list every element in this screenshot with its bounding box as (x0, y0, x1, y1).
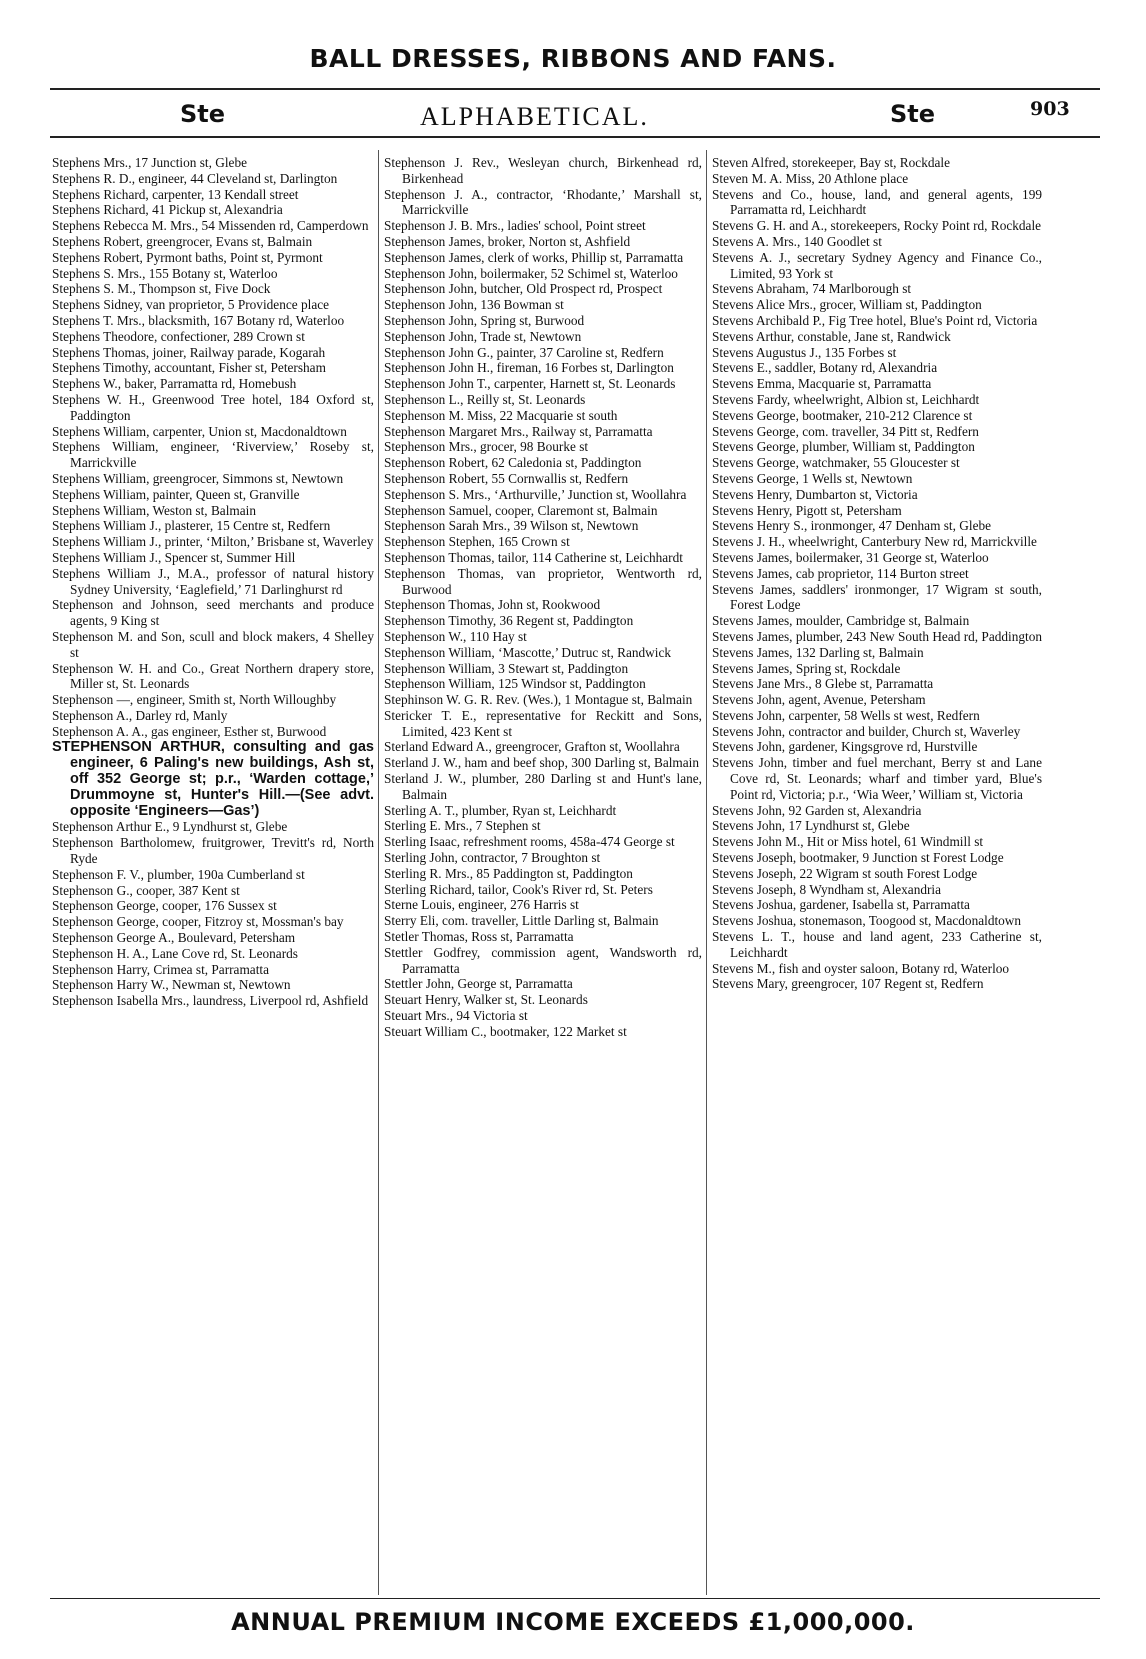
directory-entry: Stephens Robert, Pyrmont baths, Point st, Pyrmont (52, 249, 323, 265)
directory-entry: Stevens A. Mrs., 140 Goodlet st (712, 233, 882, 249)
directory-entry: Stephenson George, cooper, 176 Sussex st (52, 898, 277, 914)
directory-entry: Stephenson Thomas, tailor, 114 Catherine st, Leichhardt (384, 549, 683, 565)
directory-entry: Stephenson James, broker, Norton st, Ashfield (384, 233, 631, 249)
directory-entry: Stevens Henry S., ironmonger, 47 Denham st, Glebe (712, 518, 992, 534)
directory-entry: Stephenson Thomas, John st, Rookwood (384, 597, 601, 613)
directory-entry: Stephenson W., 110 Hay st (384, 628, 527, 644)
footer-rule (50, 1598, 1100, 1599)
directory-entry: Steuart Henry, Walker st, St. Leonards (384, 992, 588, 1008)
directory-entry: Stevens George, 1 Wells st, Newtown (712, 470, 913, 486)
directory-entry: Stevens George, com. traveller, 34 Pitt st, Redfern (712, 423, 979, 439)
directory-entry: Stevens Abraham, 74 Marlborough st (712, 281, 912, 297)
directory-entry: Stephenson L., Reilly st, St. Leonards (384, 391, 586, 407)
directory-entry: Stephenson Mrs., grocer, 98 Bourke st (384, 439, 589, 455)
directory-entry: Stephens William, Weston st, Balmain (52, 502, 256, 518)
directory-entry: Stevens John, contractor and builder, Church st, Waverley (712, 723, 1021, 739)
directory-entry: Stephens Thomas, joiner, Railway parade, Kogarah (52, 344, 326, 360)
directory-entry: Stephens William J., Spencer st, Summer Hill (52, 549, 296, 565)
directory-entry: Stevens Joshua, gardener, Isabella st, Parramatta (712, 897, 970, 913)
directory-entry: Stevens John, 92 Garden st, Alexandria (712, 802, 922, 818)
directory-entry: Stephenson A. A., gas engineer, Esther st, Burwood (52, 723, 327, 739)
directory-entry: Stephens William, engineer, ‘Riverview,’ Roseby st, Marrickville (52, 439, 374, 471)
directory-entry: Stephens W., baker, Parramatta rd, Homebush (52, 376, 297, 392)
directory-entry: Stevens Alice Mrs., grocer, William st, Paddington (712, 297, 982, 313)
directory-entry: Stevens John, 17 Lyndhurst st, Glebe (712, 818, 910, 834)
directory-entry: Stephenson Timothy, 36 Regent st, Paddington (384, 613, 634, 629)
directory-entry: Stevens George, plumber, William st, Paddington (712, 439, 975, 455)
directory-entry: Stephens William, painter, Queen st, Granville (52, 486, 300, 502)
directory-entry: Stephenson George, cooper, Fitzroy st, Mossman's bay (52, 914, 344, 930)
directory-entry: Stephenson John, butcher, Old Prospect rd, Prospect (384, 281, 663, 297)
directory-entry: Stevens and Co., house, land, and general agents, 199 Parramatta rd, Leichhardt (712, 186, 1042, 218)
directory-entry: Stephenson M. Miss, 22 Macquarie st south (384, 407, 618, 423)
header-left-tag: Ste (180, 100, 226, 128)
directory-entry: Stevens J. H., wheelwright, Canterbury New rd, Marrickville (712, 534, 1037, 550)
page-header (50, 94, 1100, 134)
directory-entry: Stephens Mrs., 17 Junction st, Glebe (52, 155, 248, 170)
directory-entry: Sterry Eli, com. traveller, Little Darling st, Balmain (384, 913, 659, 929)
directory-entry: Steuart Mrs., 94 Victoria st (384, 1008, 528, 1024)
directory-entry: Stephens Sidney, van proprietor, 5 Providence place (52, 297, 330, 313)
directory-entry: Stephens W. H., Greenwood Tree hotel, 184 Oxford st, Paddington (52, 391, 374, 423)
directory-entry: Stevens G. H. and A., storekeepers, Rocky Point rd, Rockdale (712, 218, 1042, 234)
directory-entry: Stephens William, greengrocer, Simmons st, Newtown (52, 470, 344, 486)
directory-entry: Stevens John, timber and fuel merchant, Berry st and Lane Cove rd, St. Leonards; wharf and timber yard, Blue's Point rd, Victoria; p.r., ‘Wia Weer,’ William st, Victoria (712, 755, 1042, 802)
directory-entry: Stephens Robert, greengrocer, Evans st, Balmain (52, 233, 313, 249)
directory-entry: Stephenson Arthur E., 9 Lyndhurst st, Glebe (52, 819, 288, 835)
directory-entry: Sterling Richard, tailor, Cook's River rd, St. Peters (384, 881, 653, 897)
directory-entry: Steven M. A. Miss, 20 Athlone place (712, 170, 909, 186)
directory-entry: Stevens Mary, greengrocer, 107 Regent st, Redfern (712, 976, 984, 992)
directory-entry: Stephenson Bartholomew, fruitgrower, Trevitt's rd, North Ryde (52, 835, 374, 867)
directory-entry: Sterling R. Mrs., 85 Paddington st, Paddington (384, 865, 633, 881)
directory-entry: Stephens S. M., Thompson st, Five Dock (52, 281, 271, 297)
directory-entry: Stevens Archibald P., Fig Tree hotel, Blue's Point rd, Victoria (712, 312, 1038, 328)
directory-entry: Stevens Emma, Macquarie st, Parramatta (712, 376, 932, 392)
header-title: ALPHABETICAL. (420, 102, 649, 131)
directory-entry: Stephenson Robert, 62 Caledonia st, Paddington (384, 455, 642, 471)
header-right-tag: Ste (890, 100, 936, 128)
top-banner: BALL DRESSES, RIBBONS AND FANS. (309, 44, 837, 73)
directory-entry: Stephens T. Mrs., blacksmith, 167 Botany rd, Waterloo (52, 312, 345, 328)
directory-entry: Stephenson John, Spring st, Burwood (384, 312, 585, 328)
directory-entry: Stevens Joseph, 8 Wyndham st, Alexandria (712, 881, 942, 897)
directory-entry: Stephens Timothy, accountant, Fisher st, Petersham (52, 360, 326, 376)
directory-entry: Stericker T. E., representative for Reckitt and Sons, Limited, 423 Kent st (384, 707, 702, 739)
directory-entry: Stevens John, agent, Avenue, Petersham (712, 692, 926, 708)
directory-column-3 (712, 155, 1042, 1595)
directory-entry: Stephens William J., plasterer, 15 Centre st, Redfern (52, 518, 331, 534)
column-divider (378, 150, 379, 1595)
directory-entry: Stevens Arthur, constable, Jane st, Randwick (712, 328, 951, 344)
directory-entry: Sterling Isaac, refreshment rooms, 458a-474 George st (384, 834, 675, 850)
directory-entry: Stephens Richard, 41 Pickup st, Alexandria (52, 202, 283, 218)
directory-entry: Stephenson A., Darley rd, Manly (52, 707, 228, 723)
directory-entry: Stephenson John, Trade st, Newtown (384, 328, 582, 344)
directory-entry: Stevens Henry, Dumbarton st, Victoria (712, 486, 918, 502)
directory-entry: Stephenson Samuel, cooper, Claremont st, Balmain (384, 502, 658, 518)
directory-entry: Stephenson Harry, Crimea st, Parramatta (52, 961, 269, 977)
directory-entry: Stevens John M., Hit or Miss hotel, 61 Windmill st (712, 834, 984, 850)
directory-entry: Stephenson George A., Boulevard, Petersham (52, 930, 296, 946)
directory-entry: Stephens William, carpenter, Union st, Macdonaldtown (52, 423, 347, 439)
directory-column-2 (384, 155, 702, 1595)
directory-entry: Sterland J. W., ham and beef shop, 300 Darling st, Balmain (384, 755, 700, 771)
directory-entry: Stephenson W. H. and Co., Great Northern drapery store, Miller st, St. Leonards (52, 660, 374, 692)
bottom-banner: ANNUAL PREMIUM INCOME EXCEEDS £1,000,000. (231, 1608, 915, 1636)
directory-entry: Stephenson Stephen, 165 Crown st (384, 534, 570, 550)
directory-entry: Sterling E. Mrs., 7 Stephen st (384, 818, 541, 834)
directory-entry: Stephenson William, 3 Stewart st, Paddington (384, 660, 629, 676)
directory-entry: Stevens Joseph, bootmaker, 9 Junction st Forest Lodge (712, 850, 1004, 866)
directory-entry: Stephenson J. A., contractor, ‘Rhodante,’ Marshall st, Marrickville (384, 186, 702, 218)
header-top-rule (50, 88, 1100, 90)
directory-entry: Stephens Richard, carpenter, 13 Kendall street (52, 186, 299, 202)
directory-entry: Stephenson William, ‘Mascotte,’ Dutruc st, Randwick (384, 644, 672, 660)
directory-entry: Stephenson Isabella Mrs., laundress, Liverpool rd, Ashfield (52, 993, 369, 1009)
directory-entry: Stevens James, moulder, Cambridge st, Balmain (712, 613, 970, 629)
directory-entry: Stephenson John T., carpenter, Harnett st, St. Leonards (384, 376, 676, 392)
directory-entry: Stephenson Sarah Mrs., 39 Wilson st, Newtown (384, 518, 639, 534)
directory-entry: Stephenson Harry W., Newman st, Newtown (52, 977, 291, 993)
directory-entry: Stevens James, 132 Darling st, Balmain (712, 644, 924, 660)
directory-entry: Stephenson Margaret Mrs., Railway st, Parramatta (384, 423, 653, 439)
directory-entry: Stephenson and Johnson, seed merchants and produce agents, 9 King st (52, 597, 374, 629)
directory-entry: Stevens Joshua, stonemason, Toogood st, Macdonaldtown (712, 913, 1022, 929)
directory-entry: Stevens James, Spring st, Rockdale (712, 660, 901, 676)
directory-entry: Stephenson F. V., plumber, 190a Cumberland st (52, 866, 305, 882)
directory-entry: Steuart William C., bootmaker, 122 Market st (384, 1023, 627, 1039)
directory-entry: Stevens John, gardener, Kingsgrove rd, Hurstville (712, 739, 978, 755)
directory-entry: Stephenson H. A., Lane Cove rd, St. Leonards (52, 945, 298, 961)
directory-entry: Sterling John, contractor, 7 Broughton st (384, 850, 601, 866)
directory-entry: Stephenson John, 136 Bowman st (384, 297, 564, 313)
directory-entry: Stevens Jane Mrs., 8 Glebe st, Parramatta (712, 676, 934, 692)
directory-entry: Stevens E., saddler, Botany rd, Alexandria (712, 360, 938, 376)
directory-entry: Stephinson W. G. R. Rev. (Wes.), 1 Montague st, Balmain (384, 692, 693, 708)
directory-entry: Stephenson Thomas, van proprietor, Wentworth rd, Burwood (384, 565, 702, 597)
directory-entry: Stephenson G., cooper, 387 Kent st (52, 882, 240, 898)
directory-entry: Stevens Henry, Pigott st, Petersham (712, 502, 902, 518)
directory-entry: Stephens William J., M.A., professor of natural history Sydney University, ‘Eaglefield,’ 71 Darlinghurst rd (52, 565, 374, 597)
directory-entry: Stephens Theodore, confectioner, 289 Crown st (52, 328, 305, 344)
directory-entry: Stevens M., fish and oyster saloon, Botany rd, Waterloo (712, 960, 1010, 976)
directory-entry: Stephenson M. and Son, scull and block makers, 4 Shelley st (52, 628, 374, 660)
directory-entry: Sterling A. T., plumber, Ryan st, Leichhardt (384, 802, 617, 818)
directory-entry: Stephenson William, 125 Windsor st, Paddington (384, 676, 646, 692)
directory-entry: Stephens S. Mrs., 155 Botany st, Waterloo (52, 265, 278, 281)
directory-entry: Steven Alfred, storekeeper, Bay st, Rockdale (712, 155, 950, 170)
directory-entry: STEPHENSON ARTHUR, consulting and gas engineer, 6 Paling's new buildings, Ash st, off 352 George st; p.r., ‘Warden cottage,’ Drummoyne st, Hunter's Hill.—(See advt. opposite ‘Engineers—Gas’) (52, 739, 374, 820)
directory-entry: Stevens George, watchmaker, 55 Gloucester st (712, 455, 960, 471)
directory-entry: Stephenson Robert, 55 Cornwallis st, Redfern (384, 470, 629, 486)
directory-entry: Stevens George, bootmaker, 210-212 Clarence st (712, 407, 973, 423)
column-divider (706, 150, 707, 1595)
header-bottom-rule (50, 136, 1100, 138)
directory-entry: Stephenson S. Mrs., ‘Arthurville,’ Junction st, Woollahra (384, 486, 687, 502)
directory-entry: Stephens William J., printer, ‘Milton,’ Brisbane st, Waverley (52, 534, 374, 550)
directory-column-1 (52, 155, 374, 1595)
directory-entry: Stevens Augustus J., 135 Forbes st (712, 344, 897, 360)
directory-entry: Stevens James, cab proprietor, 114 Burton street (712, 565, 969, 581)
directory-entry: Stephenson John H., fireman, 16 Forbes st, Darlington (384, 360, 674, 376)
directory-entry: Stephenson John G., painter, 37 Caroline st, Redfern (384, 344, 664, 360)
directory-entry: Stephenson James, clerk of works, Phillip st, Parramatta (384, 249, 684, 265)
directory-entry: Stettler John, George st, Parramatta (384, 976, 573, 992)
directory-entry: Stevens James, boilermaker, 31 George st, Waterloo (712, 549, 989, 565)
directory-entry: Sterland Edward A., greengrocer, Grafton st, Woollahra (384, 739, 680, 755)
directory-entry: Stevens Joseph, 22 Wigram st south Forest Lodge (712, 865, 978, 881)
directory-entry: Stephenson John, boilermaker, 52 Schimel st, Waterloo (384, 265, 678, 281)
directory-entry: Stevens A. J., secretary Sydney Agency and Finance Co., Limited, 93 York st (712, 249, 1042, 281)
page-number: 903 (1030, 98, 1070, 120)
directory-entry: Stephenson —, engineer, Smith st, North Willoughby (52, 692, 337, 708)
directory-entry: Sterne Louis, engineer, 276 Harris st (384, 897, 579, 913)
directory-entry: Stephens R. D., engineer, 44 Cleveland st, Darlington (52, 170, 338, 186)
directory-entry: Stephens Rebecca M. Mrs., 54 Missenden rd, Camperdown (52, 218, 369, 234)
directory-entry: Stettler Godfrey, commission agent, Wandsworth rd, Parramatta (384, 944, 702, 976)
directory-entry: Stevens James, saddlers' ironmonger, 17 Wigram st south, Forest Lodge (712, 581, 1042, 613)
directory-entry: Stevens John, carpenter, 58 Wells st west, Redfern (712, 707, 980, 723)
directory-entry: Sterland J. W., plumber, 280 Darling st and Hunt's lane, Balmain (384, 771, 702, 802)
directory-entry: Stephenson J. Rev., Wesleyan church, Birkenhead rd, Birkenhead (384, 155, 702, 186)
directory-entry: Stetler Thomas, Ross st, Parramatta (384, 929, 574, 945)
directory-entry: Stephenson J. B. Mrs., ladies' school, Point street (384, 218, 646, 234)
directory-entry: Stevens L. T., house and land agent, 233 Catherine st, Leichhardt (712, 929, 1042, 960)
directory-entry: Stevens James, plumber, 243 New South Head rd, Paddington (712, 628, 1042, 644)
directory-entry: Stevens Fardy, wheelwright, Albion st, Leichhardt (712, 391, 980, 407)
